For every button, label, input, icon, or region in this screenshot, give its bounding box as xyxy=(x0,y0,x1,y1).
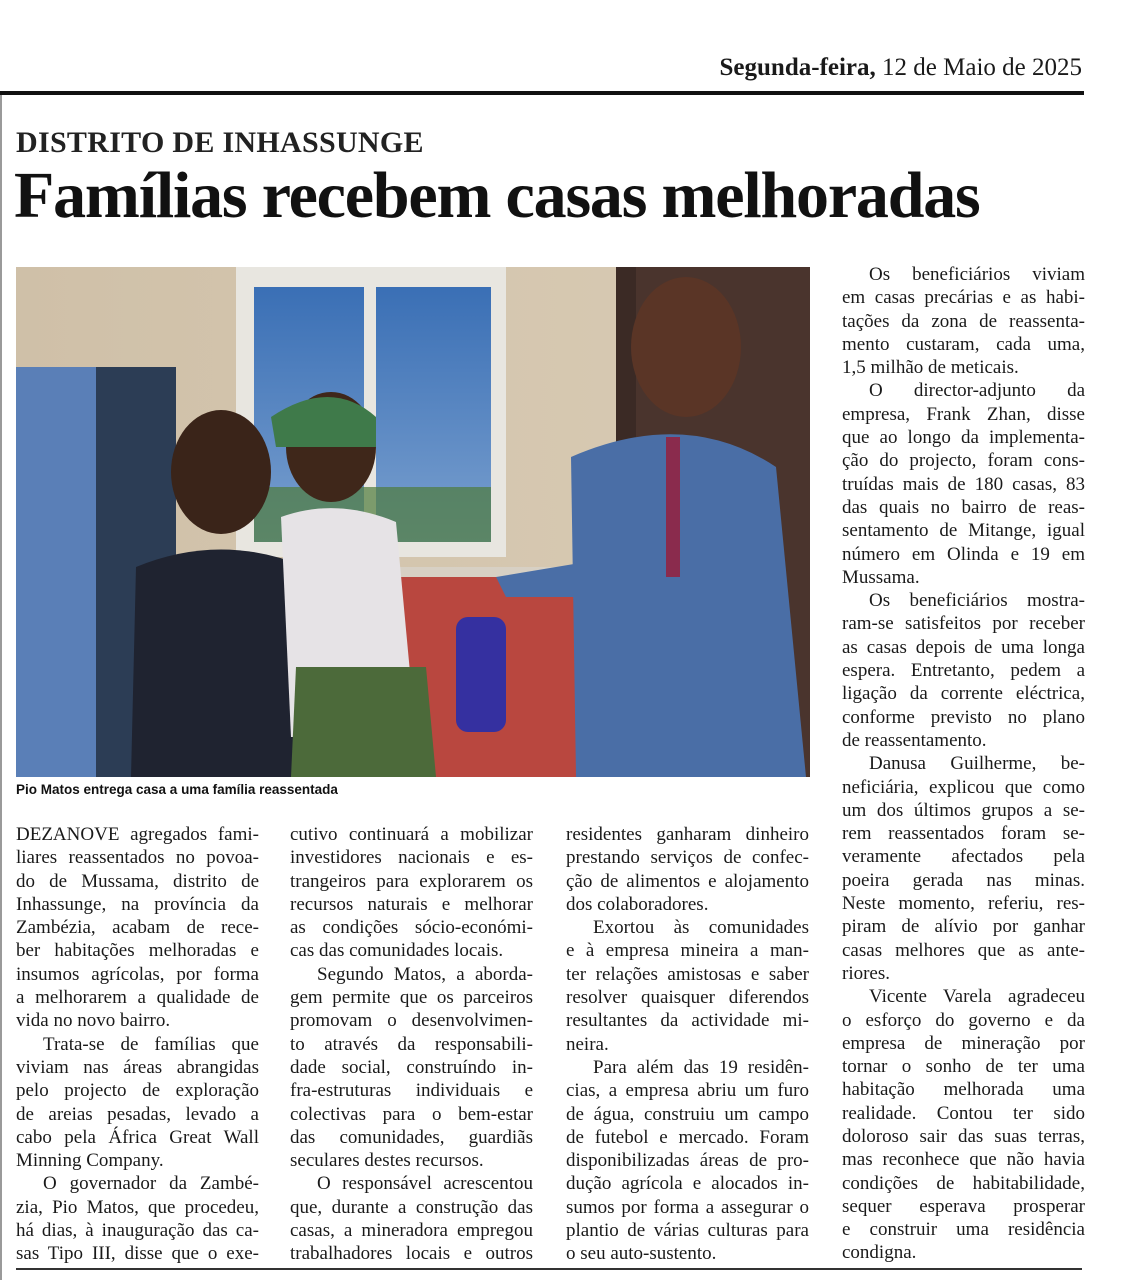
text-line: riores. xyxy=(842,962,891,984)
text-line: as casas depois de uma longa xyxy=(842,636,1085,658)
text-line: rem reassentados foram se- xyxy=(842,823,1085,845)
text-line: ção do projecto, foram cons- xyxy=(842,450,1085,472)
text-line: mento custaram, cada uma, xyxy=(842,333,1085,355)
text-line: vida no novo bairro. xyxy=(16,1010,171,1032)
text-line: conforme previsto no plano xyxy=(842,706,1085,728)
text-line: que, durante a construção das xyxy=(290,1196,533,1218)
text-line: Minning Company. xyxy=(16,1150,164,1172)
text-line: espera. Entretanto, pedem a xyxy=(842,660,1085,682)
text-line: tações da zona de reassenta- xyxy=(842,310,1085,332)
text-line: e à empresa mineira a man- xyxy=(566,940,809,962)
text-line: a melhorarem a qualidade de xyxy=(16,987,259,1009)
text-line: investidores nacionais e es- xyxy=(290,847,533,869)
text-line: e construir uma residência xyxy=(842,1219,1085,1241)
text-line: promovam o desenvolvimen- xyxy=(290,1010,533,1032)
text-line: DEZANOVE agregados fami- xyxy=(16,824,259,845)
text-line: o seu auto-sustento. xyxy=(566,1243,717,1265)
text-line: fra-estruturas individuais e xyxy=(290,1080,533,1102)
article-column-3 xyxy=(566,823,809,1266)
article-paragraph xyxy=(842,589,1085,752)
footer-rule xyxy=(16,1268,1082,1270)
text-line: piram de alívio por ganhar xyxy=(842,916,1085,938)
text-line: zia, Pio Matos, que procedeu, xyxy=(16,1196,259,1218)
article-paragraph xyxy=(16,1033,259,1173)
text-line: Mussama. xyxy=(842,566,920,588)
text-line: habitação melhorada uma xyxy=(842,1079,1085,1101)
text-line: das quais no bairro de reas- xyxy=(842,496,1085,518)
text-line: um dos últimos grupos a se- xyxy=(842,799,1085,821)
article-paragraph xyxy=(16,1172,259,1265)
text-line: Os beneficiários viviam xyxy=(869,264,1085,285)
photo-illustration xyxy=(16,267,810,777)
article-headline: Famílias recebem casas melhoradas xyxy=(14,159,980,232)
text-line: colectivas para o bem-estar xyxy=(290,1103,533,1125)
text-line: sumos por forma a assegurar o xyxy=(566,1196,809,1218)
article-paragraph xyxy=(842,263,1085,379)
article-column-2 xyxy=(290,823,533,1266)
text-line: liares reassentados no povoa- xyxy=(16,847,259,869)
text-line: as condições sócio-económi- xyxy=(290,917,533,939)
text-line: sas Tipo III, disse que o exe- xyxy=(16,1243,259,1265)
text-line: Para além das 19 residên- xyxy=(593,1056,809,1078)
text-line: cias, a empresa abriu um furo xyxy=(566,1080,809,1102)
text-line: sequer esperava prosperar xyxy=(842,1195,1085,1217)
text-line: o esforço do governo e da xyxy=(842,1009,1085,1031)
text-line: de futebol e mercado. Foram xyxy=(566,1126,809,1148)
text-line: prestando serviços de confec- xyxy=(566,847,809,869)
text-line: cutivo continuará a mobilizar xyxy=(290,824,533,845)
text-line: plantio de várias culturas para xyxy=(566,1220,809,1242)
text-line: veramente afectados pela xyxy=(842,846,1085,868)
text-line: gem permite que os parceiros xyxy=(290,987,533,1009)
text-line: Exortou às comunidades xyxy=(593,917,809,939)
text-line: poeira gerada nas minas. xyxy=(842,869,1085,891)
article-column-1 xyxy=(16,823,259,1266)
text-line: casas melhores que as ante- xyxy=(842,939,1085,961)
text-line: tornar o sonho de ter uma xyxy=(842,1056,1085,1078)
text-line: há dias, à inauguração das ca- xyxy=(16,1220,259,1242)
text-line: Trata-se de famílias que xyxy=(43,1033,259,1055)
text-line: condições de habitabilidade, xyxy=(842,1172,1085,1194)
text-line: empresa, Frank Zhan, disse xyxy=(842,403,1085,425)
text-line: resultantes da actividade mi- xyxy=(566,1010,809,1032)
photo-caption: Pio Matos entrega casa a uma família reassentada xyxy=(16,782,338,797)
weekday: Segunda-feira, xyxy=(719,54,876,81)
page-edge-line xyxy=(0,95,2,1280)
text-line: dade social, construíndo in- xyxy=(290,1056,533,1078)
text-line: cabo pela África Great Wall xyxy=(16,1126,259,1148)
text-line: Vicente Varela agradeceu xyxy=(869,986,1085,1008)
article-paragraph xyxy=(566,823,809,916)
text-line: Zambézia, acabam de rece- xyxy=(16,917,259,939)
text-line: recursos naturais e melhorar xyxy=(290,893,533,915)
text-line: ção de alimentos e alojamento xyxy=(566,870,809,892)
text-line: dução agrícola e alocados in- xyxy=(566,1173,809,1195)
text-line: ram-se satisfeitos por receber xyxy=(842,613,1085,635)
text-line: cas das comunidades locais. xyxy=(290,940,504,962)
article-paragraph xyxy=(16,823,259,1033)
text-line: disponibilizadas áreas de pro- xyxy=(566,1150,809,1172)
text-line: Os beneficiários mostra- xyxy=(869,590,1085,612)
text-line: realidade. Contou ter sido xyxy=(842,1102,1085,1124)
text-line: Neste momento, referiu, res- xyxy=(842,893,1085,915)
article-paragraph xyxy=(566,1056,809,1266)
text-line: trangeiros para explorarem os xyxy=(290,870,533,892)
text-line: ber habitações melhoradas e xyxy=(16,940,259,962)
text-line: O director-adjunto da xyxy=(869,380,1085,402)
text-line: de reassentamento. xyxy=(842,729,987,751)
article-kicker: DISTRITO DE INHASSUNGE xyxy=(16,126,424,159)
text-line: Danusa Guilherme, be- xyxy=(869,753,1085,775)
text-line: das comunidades, guardiãs xyxy=(290,1126,533,1148)
article-column-4 xyxy=(842,263,1085,1265)
text-line: insumos agrícolas, por forma xyxy=(16,963,259,985)
text-line: O responsável acrescentou xyxy=(317,1173,533,1195)
text-line: de areias pesadas, levado a xyxy=(16,1103,259,1125)
text-line: mas reconhece que não havia xyxy=(842,1149,1085,1171)
text-line: residentes ganharam dinheiro xyxy=(566,824,809,845)
text-line: seculares destes recursos. xyxy=(290,1150,484,1172)
article-paragraph xyxy=(842,752,1085,985)
text-line: Segundo Matos, a aborda- xyxy=(317,963,533,985)
article-paragraph xyxy=(842,985,1085,1265)
issue-date xyxy=(720,54,1082,82)
text-line: viviam nas áreas abrangidas xyxy=(16,1056,259,1078)
article-paragraph xyxy=(566,916,809,1056)
text-line: ter relações amistosas e saber xyxy=(566,963,809,985)
text-line: 1,5 milhão de meticais. xyxy=(842,357,1019,379)
article-paragraph xyxy=(842,379,1085,589)
text-line: que ao longo da implementa- xyxy=(842,427,1085,449)
text-line: condigna. xyxy=(842,1242,917,1264)
text-line: do de Mussama, distrito de xyxy=(16,870,259,892)
text-line: ligação da corrente eléctrica, xyxy=(842,683,1085,705)
text-line: truídas mais de 180 casas, 83 xyxy=(842,473,1085,495)
text-line: pelo projecto de exploração xyxy=(16,1080,259,1102)
text-line: empresa de mineração por xyxy=(842,1032,1085,1054)
text-line: to através da responsabili- xyxy=(290,1033,533,1055)
text-line: O governador da Zambé- xyxy=(43,1173,259,1195)
header-rule xyxy=(0,91,1084,95)
date-text: 12 de Maio de 2025 xyxy=(882,54,1082,81)
text-line: casas, a mineradora empregou xyxy=(290,1220,533,1242)
article-paragraph xyxy=(290,963,533,1173)
text-line: Inhassunge, na província da xyxy=(16,893,259,915)
text-line: de água, construiu um campo xyxy=(566,1103,809,1125)
text-line: doloroso sair das suas terras, xyxy=(842,1125,1085,1147)
text-line: número em Olinda e 19 em xyxy=(842,543,1085,565)
text-line: trabalhadores locais e outros xyxy=(290,1243,533,1265)
text-line: neficiária, explicou que como xyxy=(842,776,1085,798)
text-line: sentamento de Mitange, igual xyxy=(842,520,1085,542)
article-paragraph xyxy=(290,823,533,963)
text-line: em casas precárias e as habi- xyxy=(842,287,1085,309)
text-line: dos colaboradores. xyxy=(566,893,709,915)
article-photo xyxy=(16,267,810,777)
article-paragraph xyxy=(290,1172,533,1265)
text-line: resolver quaisquer diferendos xyxy=(566,987,809,1009)
text-line: neira. xyxy=(566,1033,609,1055)
